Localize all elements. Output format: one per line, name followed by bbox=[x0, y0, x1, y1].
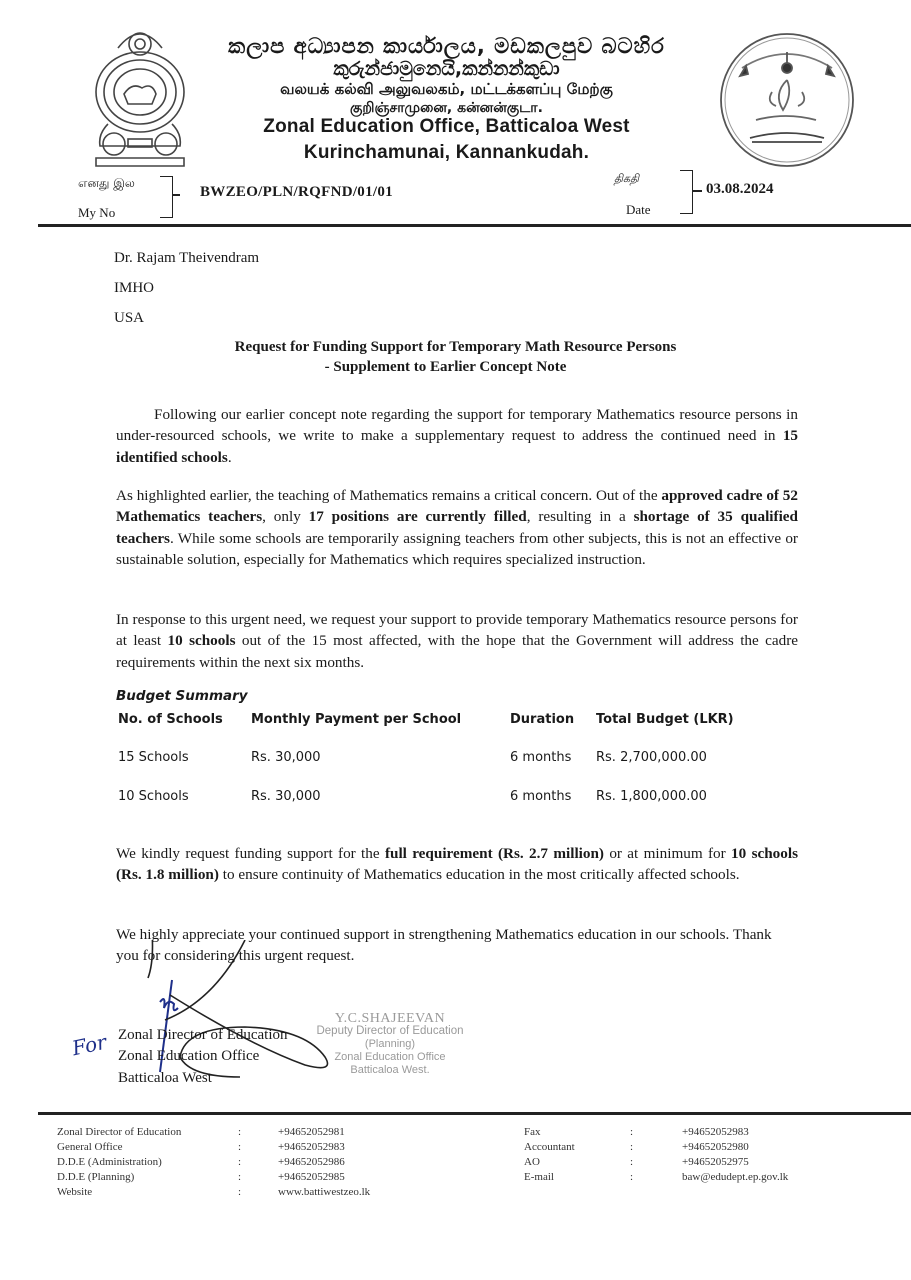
footer-separator: : bbox=[238, 1126, 242, 1138]
budget-header-total: Total Budget (LKR) bbox=[596, 712, 734, 727]
footer-separator: : bbox=[630, 1141, 634, 1153]
stamp-subtitle: (Planning) bbox=[364, 1038, 416, 1050]
budget-cell: 6 months bbox=[510, 750, 572, 765]
ref-bracket bbox=[160, 176, 173, 218]
footer-label: E-mail bbox=[524, 1171, 554, 1183]
footer-separator: : bbox=[630, 1156, 634, 1168]
footer-label: D.D.E (Planning) bbox=[57, 1171, 135, 1183]
footer-separator: : bbox=[238, 1141, 242, 1153]
budget-cell: 15 Schools bbox=[118, 750, 189, 765]
footer-phone: +94652052986 bbox=[278, 1156, 345, 1168]
footer-label: AO bbox=[524, 1156, 540, 1168]
footer-label: Fax bbox=[524, 1126, 541, 1138]
letterhead-tamil-line-1: வலயக் கல்வி அலுவலகம், மட்டக்களப்பு மேற்கு bbox=[280, 80, 613, 98]
stamp-name: Y.C.SHAJEEVAN bbox=[334, 1011, 446, 1026]
ref-bracket-tick bbox=[172, 194, 180, 196]
footer-phone: +94652052981 bbox=[278, 1126, 345, 1138]
header-divider bbox=[38, 224, 911, 227]
footer-label: Website bbox=[57, 1186, 93, 1198]
budget-cell: 10 Schools bbox=[118, 789, 189, 804]
footer-email-link[interactable]: baw@edudept.ep.gov.lk bbox=[682, 1171, 789, 1183]
signatory-office: Zonal Education Office bbox=[118, 1048, 260, 1064]
footer-label: D.D.E (Administration) bbox=[57, 1156, 162, 1168]
recipient-country: USA bbox=[114, 310, 145, 326]
footer-divider bbox=[38, 1112, 911, 1115]
footer-label: General Office bbox=[57, 1141, 123, 1153]
letterhead-office-address: Kurinchamunai, Kannankudah. bbox=[303, 142, 590, 163]
paragraph-concern: As highlighted earlier, the teaching of Mathematics remains a critical concern. Out of the approved cadre of 52 Mathematics teachers, only 17 positions are currently filled, resulting in a shortage of 35 qualified teachers. While some schools are temporarily assigning teachers from other subjects, this is not an effective or sustainable solution, especially for Mathematics which requires specialized instruction. bbox=[116, 487, 798, 568]
ref-label-english: My No bbox=[78, 205, 116, 220]
letterhead-sinhala-line-2: කුරුන්ජාමුනෙයි,කන්නන්කුඩා bbox=[333, 58, 560, 80]
signatory-title: Zonal Director of Education bbox=[118, 1027, 288, 1043]
date-bracket-tick bbox=[692, 190, 702, 192]
letterhead-sinhala-line-1: කලාප අධ්‍යාපන කාර්යාලය, මඩකලපුව බටහිර bbox=[228, 34, 665, 58]
footer-phone: +94652052980 bbox=[682, 1141, 749, 1153]
reference-number: BWZEO/PLN/RQFND/01/01 bbox=[200, 184, 393, 200]
footer-separator: : bbox=[630, 1126, 634, 1138]
footer-phone: +94652052983 bbox=[278, 1141, 345, 1153]
footer-fax: +94652052983 bbox=[682, 1126, 749, 1138]
paragraph-intro: Following our earlier concept note regarding the support for temporary Mathematics resource persons in under-resourced schools, we write to make a supplementary request to address the continued need in 15 identified schools. bbox=[116, 406, 798, 466]
budget-summary-title: Budget Summary bbox=[116, 688, 248, 704]
for-annotation: For bbox=[69, 1029, 109, 1061]
paragraph-funding-request: We kindly request funding support for the full requirement (Rs. 2.7 million) or at minimum for 10 schools (Rs. 1.8 million) to ensure continuity of Mathematics education in the most critically affected schools. bbox=[116, 845, 798, 884]
signatory-location: Batticaloa West bbox=[118, 1070, 212, 1086]
footer-website-link[interactable]: www.battiwestzeo.lk bbox=[278, 1186, 371, 1198]
stamp-place: Batticaloa West. bbox=[350, 1064, 430, 1076]
recipient-organization: IMHO bbox=[114, 280, 154, 296]
footer-label: Accountant bbox=[524, 1141, 575, 1153]
budget-cell: Rs. 1,800,000.00 bbox=[596, 789, 707, 804]
budget-cell: Rs. 30,000 bbox=[251, 750, 321, 765]
ref-label-tamil: எனது இல bbox=[78, 176, 135, 190]
budget-cell: Rs. 2,700,000.00 bbox=[596, 750, 707, 765]
budget-cell: 6 months bbox=[510, 789, 572, 804]
date-label-english: Date bbox=[626, 202, 651, 217]
date-bracket bbox=[680, 170, 693, 214]
footer-phone: +94652052975 bbox=[682, 1156, 749, 1168]
official-stamp bbox=[300, 1012, 480, 1077]
footer-separator: : bbox=[238, 1186, 242, 1198]
subject-line-1: Request for Funding Support for Temporary Math Resource Persons bbox=[234, 339, 677, 355]
subject-line-2: - Supplement to Earlier Concept Note bbox=[324, 359, 567, 375]
letterhead-office-name: Zonal Education Office, Batticaloa West bbox=[263, 116, 630, 137]
recipient-name: Dr. Rajam Theivendram bbox=[114, 250, 260, 266]
budget-header-monthly-payment: Monthly Payment per School bbox=[251, 712, 462, 727]
footer-separator: : bbox=[630, 1171, 634, 1183]
date-label-tamil: திகதி bbox=[614, 172, 640, 185]
budget-header-duration: Duration bbox=[510, 712, 575, 727]
paragraph-request: In response to this urgent need, we request your support to provide temporary Mathematics resource persons for at least 10 schools out of the 15 most affected, with the hope that the Government will address the cadre requirements within the next six months. bbox=[116, 611, 798, 671]
stamp-office: Zonal Education Office bbox=[334, 1051, 446, 1063]
budget-header-schools: No. of Schools bbox=[118, 712, 223, 727]
stamp-title: Deputy Director of Education bbox=[316, 1025, 464, 1037]
footer-phone: +94652052985 bbox=[278, 1171, 345, 1183]
footer-separator: : bbox=[238, 1156, 242, 1168]
paragraph-thanks: We highly appreciate your continued support in strengthening Mathematics education in our schools. Thank you for considering this urgent request. bbox=[116, 926, 772, 965]
letter-date: 03.08.2024 bbox=[706, 181, 774, 197]
footer-label: Zonal Director of Education bbox=[57, 1126, 182, 1138]
letterhead-tamil-line-2: குறிஞ்சாமுனை, கன்னன்குடா. bbox=[350, 100, 543, 116]
footer-separator: : bbox=[238, 1171, 242, 1183]
budget-cell: Rs. 30,000 bbox=[251, 789, 321, 804]
